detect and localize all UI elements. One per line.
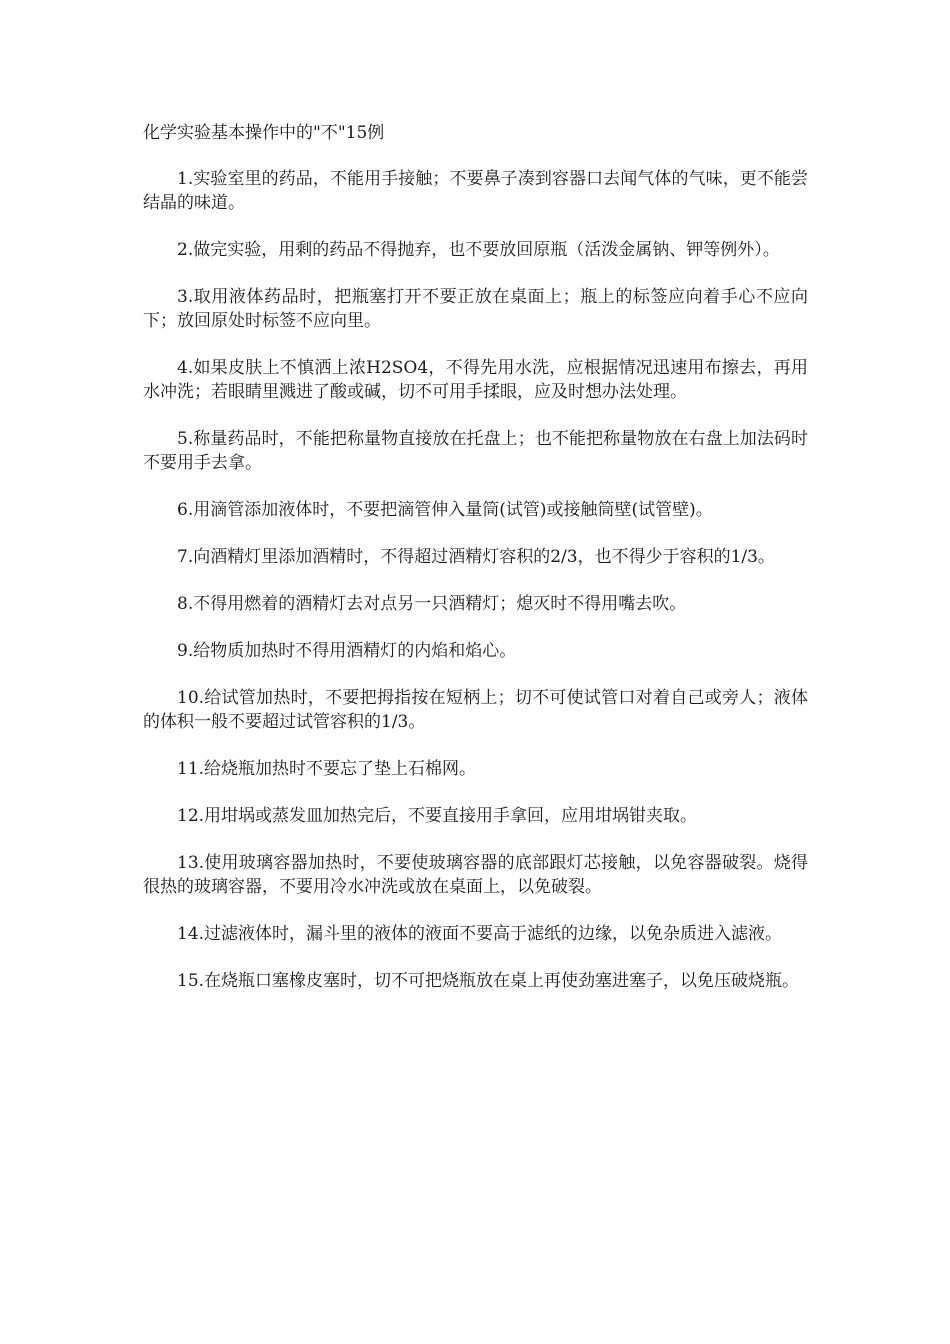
- rule-item-13: 13.使用玻璃容器加热时，不要使玻璃容器的底部跟灯芯接触，以免容器破裂。烧得很热的玻璃容器，不要用冷水冲洗或放在桌面上，以免破裂。: [143, 853, 808, 897]
- rule-item-9: 9.给物质加热时不得用酒精灯的内焰和焰心。: [177, 641, 517, 661]
- rule-item-1: 1.实验室里的药品，不能用手接触；不要鼻子凑到容器口去闻气体的气味，更不能尝结晶的味道。: [143, 169, 808, 213]
- rule-item-4: 4.如果皮肤上不慎洒上浓H2SO4，不得先用水洗，应根据情况迅速用布擦去，再用水冲洗；若眼睛里溅进了酸或碱，切不可用手揉眼，应及时想办法处理。: [143, 358, 808, 402]
- rule-item-2: 2.做完实验，用剩的药品不得抛弃，也不要放回原瓶（活泼金属钠、钾等例外）。: [177, 240, 780, 260]
- rule-item-8: 8.不得用燃着的酒精灯去对点另一只酒精灯；熄灭时不得用嘴去吹。: [177, 594, 687, 614]
- rule-item-10: 10.给试管加热时，不要把拇指按在短柄上；切不可使试管口对着自己或旁人；液体的体积一般不要超过试管容积的1/3。: [143, 688, 808, 732]
- rule-item-6: 6.用滴管添加液体时，不要把滴管伸入量筒(试管)或接触筒壁(试管壁)。: [177, 500, 713, 520]
- document-title: 化学实验基本操作中的"不"15例: [143, 123, 385, 143]
- rule-item-5: 5.称量药品时，不能把称量物直接放在托盘上；也不能把称量物放在右盘上加法码时不要用手去拿。: [143, 429, 808, 473]
- document-body: [143, 121, 808, 1016]
- rule-item-7: 7.向酒精灯里添加酒精时，不得超过酒精灯容积的2/3，也不得少于容积的1/3。: [177, 547, 775, 567]
- rule-item-15: 15.在烧瓶口塞橡皮塞时，切不可把烧瓶放在桌上再使劲塞进塞子，以免压破烧瓶。: [177, 971, 800, 991]
- rule-item-11: 11.给烧瓶加热时不要忘了垫上石棉网。: [177, 759, 477, 779]
- rule-item-12: 12.用坩埚或蒸发皿加热完后，不要直接用手拿回，应用坩埚钳夹取。: [177, 806, 698, 826]
- rule-item-3: 3.取用液体药品时，把瓶塞打开不要正放在桌面上；瓶上的标签应向着手心不应向下；放回原处时标签不应向里。: [143, 287, 808, 331]
- rule-item-14: 14.过滤液体时，漏斗里的液体的液面不要高于滤纸的边缘，以免杂质进入滤液。: [177, 924, 783, 944]
